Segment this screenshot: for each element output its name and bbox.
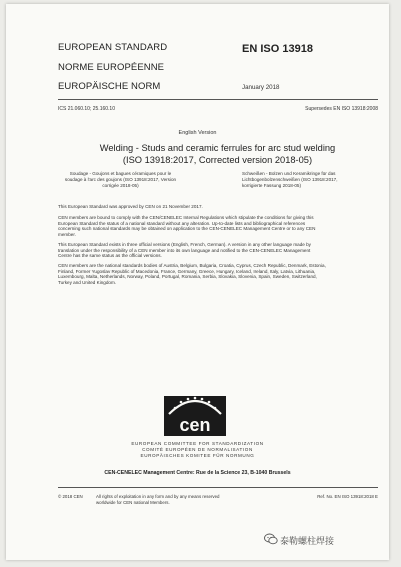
logo-text: cen: [179, 415, 211, 435]
standard-label-en: EUROPEAN STANDARD: [58, 42, 168, 53]
paragraph-line: CEN members are bound to comply with the CEN/CENELEC Internal Regulations which stipulate the conditions for giving this: [58, 215, 314, 220]
management-centre-address: CEN-CENELEC Management Centre: Rue de la Science 23, B-1040 Brussels: [104, 470, 291, 476]
committee-name-en: EUROPEAN COMMITTEE FOR STANDARDIZATION: [131, 441, 264, 446]
paragraph-line: This European Standard exists in three official versions (English, French, German). A version in any other language made by: [58, 242, 311, 247]
german-title-line: Schweißen - Bolzen und Keramikringe für das: [242, 171, 336, 176]
french-title-line: soudage à l'arc des goujons (ISO 13918:2017, Version: [64, 177, 177, 182]
paragraph-line: Finland, Former Yugoslav Republic of Macedonia, France, Germany, Greece, Hungary, Iceland, Ireland, Italy, Latvia, Lithuania,: [58, 268, 316, 274]
countries-paragraph: [58, 263, 378, 285]
rights-statement: [96, 494, 266, 505]
version-label: English Version: [178, 130, 217, 136]
french-title-line: Soudage - Goujons et bagues céramiques pour le: [69, 171, 172, 176]
french-title-line: corrigée 2018-05): [102, 183, 139, 188]
copyright: © 2018 CEN: [58, 494, 83, 499]
paragraph-line: translation under the responsibility of a CEN member into its own language and notified to the CEN-CENELEC Management: [58, 247, 311, 253]
approval-text: This European Standard was approved by CEN on 21 November 2017.: [58, 204, 203, 209]
document-page: [6, 4, 389, 560]
doc-number: EN ISO 13918: [242, 43, 313, 55]
paragraph-line: member.: [58, 231, 76, 237]
paragraph-line: concerning such national standards may be obtained on application to the CEN-CENELEC Management Centre or to any CEN: [58, 226, 316, 232]
french-title: [58, 171, 183, 189]
reference-number: Ref. No. EN ISO 13918:2018 E: [317, 494, 378, 499]
ics-code: ICS 21.060.10; 25.160.10: [58, 106, 115, 112]
rights-line: worldwide for CEN national Members.: [96, 499, 170, 505]
publication-date: January 2018: [242, 84, 280, 91]
committee-name-de: EUROPÄISCHES KOMITEE FÜR NORMUNG: [140, 453, 255, 458]
cen-logo: [161, 390, 229, 440]
german-title-line: Lichtbogenbolzenschweißen (ISO 13918:2017,: [242, 177, 338, 182]
standard-label-fr: NORME EUROPÉENNE: [58, 62, 165, 73]
supersedes-note: Supersedes EN ISO 13918:2008: [305, 106, 378, 112]
approval-paragraph: [58, 204, 378, 210]
paragraph-line: Centre has the same status as the official versions.: [58, 253, 162, 259]
german-title-line: korrigierte Fassung 2018-05): [242, 183, 301, 188]
wechat-icon: [264, 533, 278, 545]
standard-label-de: EUROPÄISCHE NORM: [58, 81, 161, 92]
rights-line: All rights of exploitation in any form and by any means reserved: [96, 494, 220, 499]
paragraph-line: CEN members are the national standards bodies of Austria, Belgium, Bulgaria, Croatia, Cyprus, Czech Republic, Denmark, Estonia,: [58, 263, 326, 268]
header-divider: [58, 99, 378, 100]
committee-names: [6, 441, 389, 459]
title-line-2: (ISO 13918:2017, Corrected version 2018-05): [122, 155, 313, 165]
members-paragraph: [58, 215, 378, 237]
committee-name-fr: COMITÉ EUROPÉEN DE NORMALISATION: [142, 447, 253, 452]
german-title: [242, 171, 377, 189]
paragraph-line: European Standard the status of a national standard without any alteration. Up-to-date lists and bibliographical references: [58, 220, 306, 226]
watermark-text: 泰勒螺柱焊接: [280, 536, 335, 546]
versions-paragraph: [58, 242, 378, 259]
footer-divider: [58, 487, 378, 488]
paragraph-line: Luxembourg, Malta, Netherlands, Norway, Poland, Portugal, Romania, Serbia, Slovakia, Slovenia, Spain, Sweden, Switzerland,: [58, 274, 317, 280]
document-title: [46, 142, 389, 166]
paragraph-line: Turkey and United Kingdom.: [58, 279, 117, 285]
title-line-1: Welding - Studs and ceramic ferrules for arc stud welding: [99, 143, 336, 153]
